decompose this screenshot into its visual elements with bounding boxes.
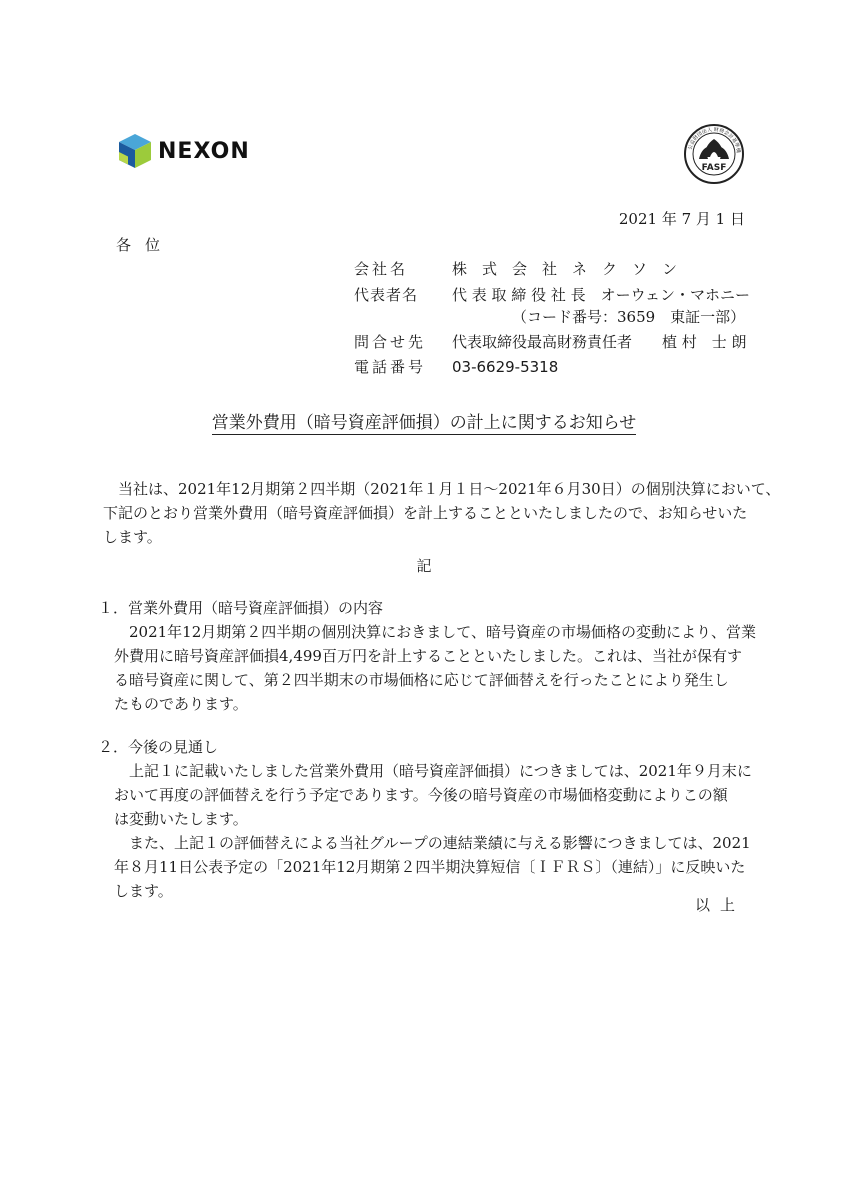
representative-label: 代表者名 xyxy=(354,286,419,304)
section-line: 外費用に暗号資産評価損4,499百万円を計上することといたしました。これは、当社が保有す xyxy=(114,647,742,665)
section-line: は変動いたします。 xyxy=(114,810,248,828)
contact-value: 代表取締役最高財務責任者 植 村 士 朗 xyxy=(452,333,747,351)
phone-value: 03-6629-5318 xyxy=(452,358,559,376)
intro-line: 下記のとおり営業外費用（暗号資産評価損）を計上することといたしましたので、お知らせいた xyxy=(103,504,748,522)
representative-value: 代 表 取 締 役 社 長 オーウェン・マホニー xyxy=(452,286,751,304)
section-1 xyxy=(98,596,756,716)
fasf-seal-icon xyxy=(683,123,745,185)
ki-marker: 記 xyxy=(416,557,432,575)
stock-code: （コード番号：3659 東証一部） xyxy=(512,308,746,326)
section-line: おいて再度の評価替えを行う予定であります。今後の暗号資産の市場価格変動によりこの額 xyxy=(114,786,728,804)
section-2 xyxy=(98,735,752,903)
nexon-logo xyxy=(118,133,250,169)
section-line: また、上記１の評価替えによる当社グループの連結業績に与える影響につきましては、2021 xyxy=(114,834,751,852)
section-line: 上記１に記載いたしました営業外費用（暗号資産評価損）につきましては、2021年９月末に xyxy=(114,762,752,780)
intro-line: 当社は、2021年12月期第２四半期（2021年１月１日～2021年６月30日）の個別決算において、 xyxy=(103,480,781,498)
fasf-seal xyxy=(683,123,745,189)
intro-line: します。 xyxy=(103,528,162,546)
section-line: 2021年12月期第２四半期の個別決算におきまして、暗号資産の市場価格の変動により、営業 xyxy=(114,623,756,641)
svg-text:公益財団法人 財務会計基準機構 会員: 公益財団法人 財務会計基準機 xyxy=(687,126,742,154)
section-line: る暗号資産に関して、第２四半期末の市場価格に応じて評価替えを行ったことにより発生し xyxy=(114,671,729,689)
intro-paragraph xyxy=(103,477,781,549)
title-text: 営業外費用（暗号資産評価損）の計上に関するお知らせ xyxy=(211,413,637,433)
svg-text:FASF: FASF xyxy=(701,163,727,173)
section-line: します。 xyxy=(114,882,173,900)
section-heading: ２．今後の見通し xyxy=(98,738,219,756)
section-line: 年８月11日公表予定の「2021年12月期第２四半期決算短信〔ＩＦＲＳ〕（連結）」に反映いた xyxy=(114,858,746,876)
contact-label: 問合せ先 xyxy=(354,333,427,351)
addressee: 各位 xyxy=(116,236,175,254)
document-date: 2021 年 7 月 1 日 xyxy=(618,210,745,228)
nexon-cube-icon xyxy=(118,133,152,169)
section-heading: １．営業外費用（暗号資産評価損）の内容 xyxy=(98,599,384,617)
section-line: たものであります。 xyxy=(114,695,248,713)
company-name-value: 株 式 会 社 ネ ク ソ ン xyxy=(452,260,678,278)
phone-label: 電話番号 xyxy=(354,358,427,376)
company-name-label: 会社名 xyxy=(354,260,409,278)
page-title xyxy=(0,410,848,436)
logo-wordmark: NEXON xyxy=(158,139,250,164)
closing-mark: 以上 xyxy=(694,896,745,914)
